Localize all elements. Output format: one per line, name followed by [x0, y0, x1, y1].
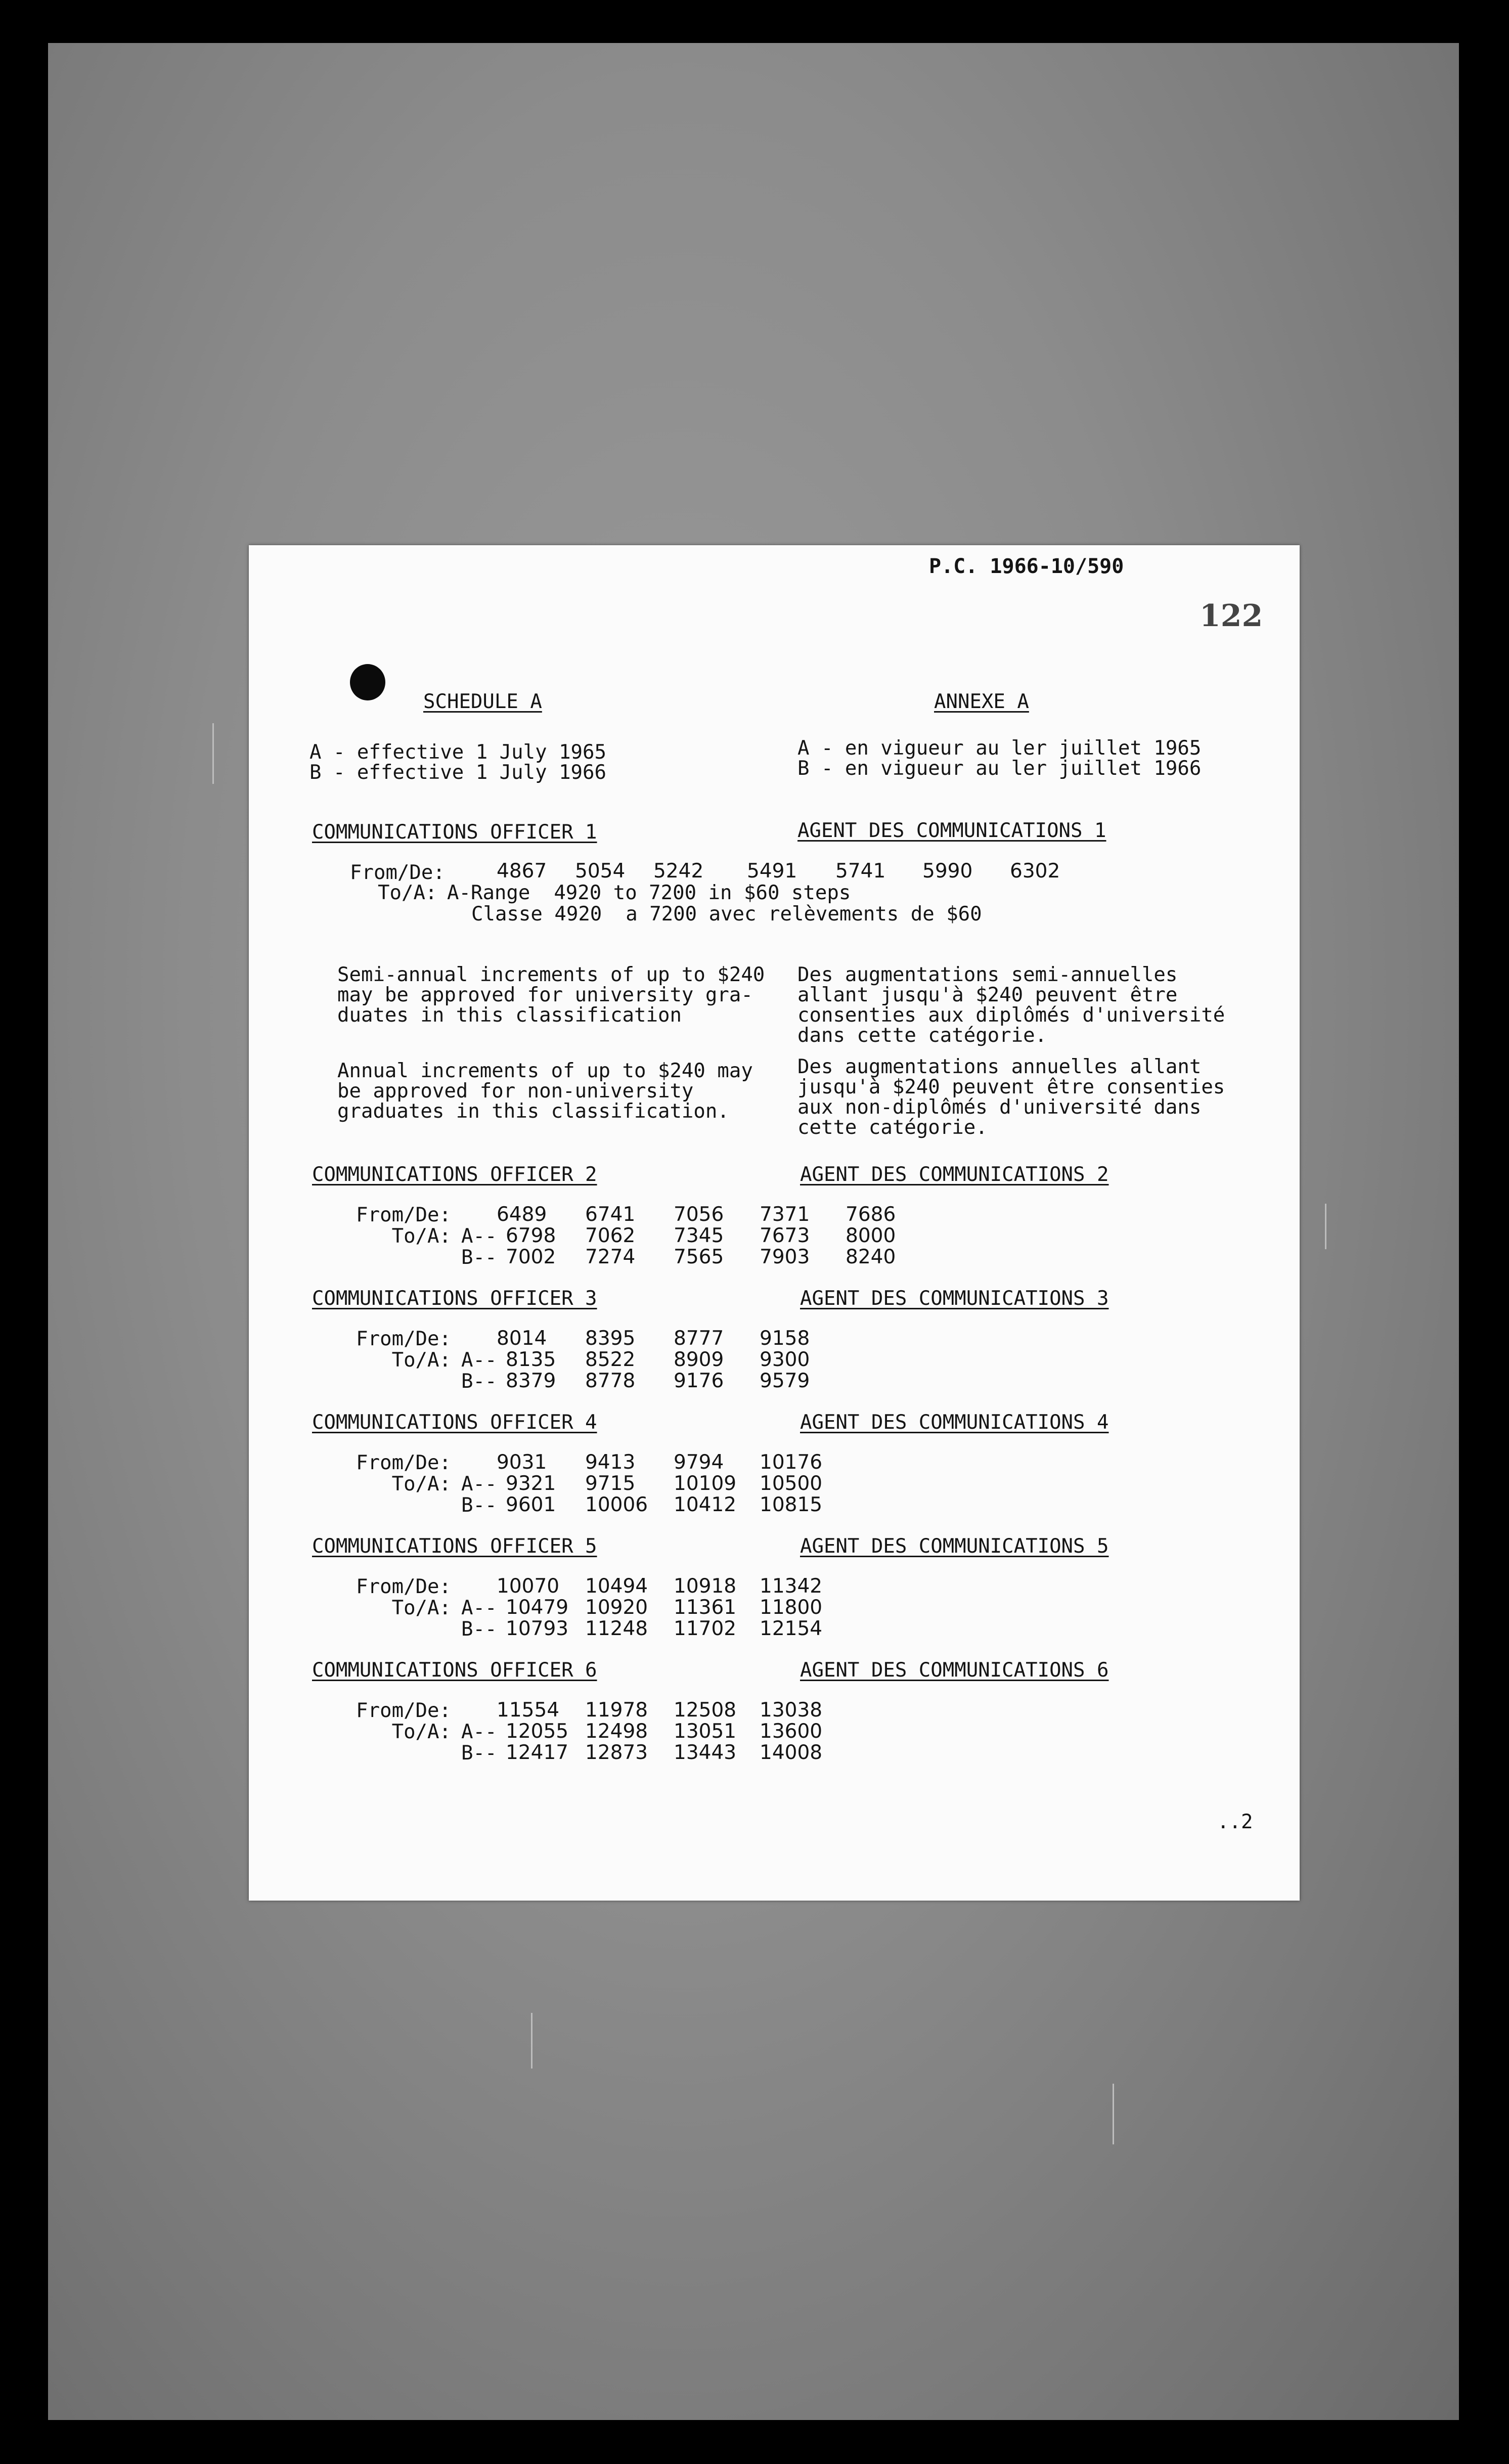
co1-note1-fr: dans cette catégorie.	[797, 1024, 1047, 1047]
salary-value: 7903	[760, 1246, 810, 1268]
salary-value: 8778	[585, 1370, 636, 1392]
salary-value: 9413	[585, 1451, 636, 1474]
co1-note2-fr: Des augmentations annuelles allant	[797, 1055, 1202, 1078]
co1-note2-en: be approved for non-university	[337, 1080, 694, 1103]
salary-value: 12508	[674, 1699, 737, 1722]
co1-note1-fr: consenties aux diplômés d'université	[797, 1004, 1225, 1027]
salary-value: 8909	[674, 1348, 724, 1371]
group-title: COMMUNICATIONS OFFICER 6	[312, 1659, 597, 1682]
salary-value: 10109	[674, 1472, 737, 1495]
salary-value: 9579	[760, 1370, 810, 1392]
row-prefix: A--	[461, 1349, 497, 1372]
annexe-heading: ANNEXE A	[934, 690, 1029, 713]
salary-value: 11554	[497, 1699, 560, 1722]
salary-value: 7371	[760, 1203, 810, 1226]
salary-value: 9321	[506, 1472, 556, 1495]
salary-value: 11702	[674, 1617, 737, 1640]
pc-number: P.C. 1966-10/590	[929, 555, 1124, 578]
group-title: COMMUNICATIONS OFFICER 2	[312, 1163, 597, 1186]
row-prefix: A--	[461, 1597, 497, 1619]
salary-value: 7565	[674, 1246, 724, 1268]
co1-from-value: 4867	[497, 860, 547, 883]
vigueur-a: A - en vigueur au ler juillet 1965	[797, 737, 1202, 760]
salary-value: 10920	[585, 1596, 648, 1619]
group-title: COMMUNICATIONS OFFICER 3	[312, 1287, 597, 1310]
salary-value: 14008	[760, 1741, 823, 1764]
salary-value: 8777	[674, 1327, 724, 1350]
schedule-heading: SCHEDULE A	[423, 690, 542, 713]
co1-note2-fr: aux non-diplômés d'université dans	[797, 1096, 1202, 1119]
row-prefix: B--	[461, 1494, 497, 1517]
salary-value: 12055	[506, 1720, 569, 1743]
salary-value: 11342	[760, 1575, 823, 1598]
salary-value: 9715	[585, 1472, 636, 1495]
co1-note1-en: Semi-annual increments of up to $240	[337, 963, 765, 986]
salary-value: 9176	[674, 1370, 724, 1392]
salary-value: 8240	[846, 1246, 896, 1268]
row-prefix: A--	[461, 1473, 497, 1495]
salary-value: 6798	[506, 1224, 556, 1247]
salary-value: 9031	[497, 1451, 547, 1474]
from-label: From/De:	[356, 1699, 451, 1722]
co1-to-label: To/A:	[378, 882, 437, 904]
co1-from-value: 5990	[922, 860, 973, 883]
salary-value: 7002	[506, 1246, 556, 1268]
row-prefix: A--	[461, 1225, 497, 1248]
film-scratch	[531, 2013, 532, 2069]
from-label: From/De:	[356, 1451, 451, 1474]
document-page	[249, 545, 1300, 1901]
row-prefix: B--	[461, 1618, 497, 1641]
co1-title-fr: AGENT DES COMMUNICATIONS 1	[797, 819, 1106, 842]
film-scratch	[1113, 2084, 1114, 2144]
group-title-fr: AGENT DES COMMUNICATIONS 6	[800, 1659, 1109, 1682]
row-prefix: B--	[461, 1370, 497, 1393]
row-prefix: A--	[461, 1721, 497, 1743]
salary-value: 13600	[760, 1720, 823, 1743]
from-label: From/De:	[356, 1204, 451, 1226]
salary-value: 11248	[585, 1617, 648, 1640]
salary-value: 8522	[585, 1348, 636, 1371]
salary-value: 10500	[760, 1472, 823, 1495]
salary-value: 10412	[674, 1493, 737, 1516]
co1-note1-fr: Des augmentations semi-annuelles	[797, 963, 1178, 986]
co1-from-label: From/De:	[350, 861, 445, 884]
film-scratch	[212, 723, 214, 784]
row-prefix: B--	[461, 1742, 497, 1765]
salary-value: 7673	[760, 1224, 810, 1247]
salary-value: 10006	[585, 1493, 648, 1516]
to-label: To/A:	[391, 1225, 451, 1248]
salary-value: 9158	[760, 1327, 810, 1350]
salary-value: 9300	[760, 1348, 810, 1371]
salary-value: 7345	[674, 1224, 724, 1247]
co1-note1-en: duates in this classification	[337, 1004, 682, 1027]
punch-hole	[350, 664, 385, 700]
co1-note2-fr: jusqu'à $240 peuvent être consenties	[797, 1076, 1225, 1098]
salary-value: 8014	[497, 1327, 547, 1350]
salary-value: 7062	[585, 1224, 636, 1247]
salary-value: 8379	[506, 1370, 556, 1392]
salary-value: 10494	[585, 1575, 648, 1598]
row-prefix: B--	[461, 1246, 497, 1269]
page-number: 122	[1200, 598, 1263, 634]
group-title-fr: AGENT DES COMMUNICATIONS 5	[800, 1535, 1109, 1558]
salary-value: 13038	[760, 1699, 823, 1722]
to-label: To/A:	[391, 1473, 451, 1495]
co1-from-value: 5054	[575, 860, 626, 883]
from-label: From/De:	[356, 1575, 451, 1598]
group-title: COMMUNICATIONS OFFICER 5	[312, 1535, 597, 1558]
salary-value: 11800	[760, 1596, 823, 1619]
salary-value: 13051	[674, 1720, 737, 1743]
co1-from-value: 5741	[835, 860, 886, 883]
salary-value: 7274	[585, 1246, 636, 1268]
co1-from-value: 6302	[1010, 860, 1060, 883]
salary-value: 6489	[497, 1203, 547, 1226]
co1-note1-en: may be approved for university gra-	[337, 984, 753, 1006]
salary-value: 8395	[585, 1327, 636, 1350]
salary-value: 11978	[585, 1699, 648, 1722]
salary-value: 12417	[506, 1741, 569, 1764]
salary-value: 7056	[674, 1203, 724, 1226]
from-label: From/De:	[356, 1328, 451, 1350]
salary-value: 10176	[760, 1451, 823, 1474]
to-label: To/A:	[391, 1349, 451, 1372]
salary-value: 12873	[585, 1741, 648, 1764]
co1-note2-fr: cette catégorie.	[797, 1116, 988, 1139]
salary-value: 10815	[760, 1493, 823, 1516]
vigueur-b: B - en vigueur au ler juillet 1966	[797, 757, 1202, 780]
salary-value: 8000	[846, 1224, 896, 1247]
salary-value: 8135	[506, 1348, 556, 1371]
co1-range-en: A-Range 4920 to 7200 in $60 steps	[447, 882, 851, 904]
salary-value: 10918	[674, 1575, 737, 1598]
salary-value: 10479	[506, 1596, 569, 1619]
group-title-fr: AGENT DES COMMUNICATIONS 2	[800, 1163, 1109, 1186]
co1-note2-en: graduates in this classification.	[337, 1100, 729, 1123]
to-label: To/A:	[391, 1721, 451, 1743]
salary-value: 12154	[760, 1617, 823, 1640]
group-title-fr: AGENT DES COMMUNICATIONS 3	[800, 1287, 1109, 1310]
continuation-marker: ..2	[1217, 1811, 1253, 1833]
salary-value: 7686	[846, 1203, 896, 1226]
co1-note2-en: Annual increments of up to $240 may	[337, 1060, 753, 1082]
salary-value: 13443	[674, 1741, 737, 1764]
co1-from-value: 5242	[653, 860, 704, 883]
co1-from-value: 5491	[747, 860, 797, 883]
salary-value: 11361	[674, 1596, 737, 1619]
co1-range-fr: Classe 4920 a 7200 avec relèvements de $60	[471, 903, 982, 926]
effective-a: A - effective 1 July 1965	[309, 741, 606, 764]
salary-value: 10070	[497, 1575, 560, 1598]
to-label: To/A:	[391, 1597, 451, 1619]
salary-value: 9794	[674, 1451, 724, 1474]
group-title: COMMUNICATIONS OFFICER 4	[312, 1411, 597, 1434]
co1-note1-fr: allant jusqu'à $240 peuvent être	[797, 984, 1178, 1006]
co1-title: COMMUNICATIONS OFFICER 1	[312, 821, 597, 844]
salary-value: 10793	[506, 1617, 569, 1640]
salary-value: 6741	[585, 1203, 636, 1226]
film-scratch	[1325, 1204, 1326, 1249]
salary-value: 12498	[585, 1720, 648, 1743]
effective-b: B - effective 1 July 1966	[309, 761, 606, 784]
salary-value: 9601	[506, 1493, 556, 1516]
group-title-fr: AGENT DES COMMUNICATIONS 4	[800, 1411, 1109, 1434]
